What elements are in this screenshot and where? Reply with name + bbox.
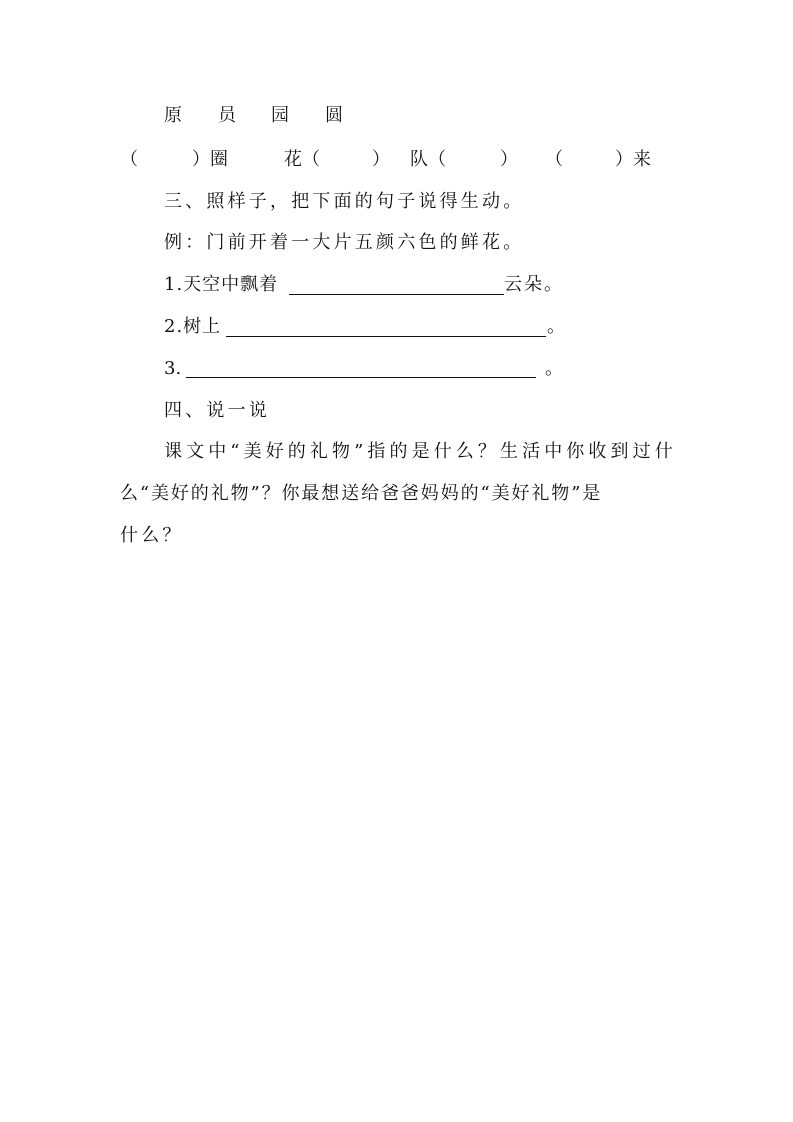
section3-heading: 三、照样子，把下面的句子说得生动。	[164, 191, 525, 212]
question-1-suffix: 云朵。	[504, 274, 564, 295]
blank-item-3: 队（	[410, 149, 446, 170]
answer-line-2[interactable]	[226, 336, 546, 337]
char-yuan-1: 原	[164, 105, 182, 126]
question-1-prefix: 1.天空中飘着	[164, 274, 279, 295]
section4-line-2: 么“美好的礼物”？你最想送给爸爸妈妈的“美好礼物”是	[120, 483, 603, 504]
question-2-suffix: 。	[547, 316, 565, 337]
section4-line-3: 什么？	[120, 525, 184, 546]
section4-line-1: 课文中“美好的礼物”指的是什么？生活中你收到过什	[164, 441, 677, 462]
char-yuan-2: 员	[218, 105, 236, 126]
blank-close-2: ）	[372, 149, 390, 170]
blank-close-3: ）	[500, 149, 518, 170]
section3-example: 例：门前开着一大片五颜六色的鲜花。	[164, 232, 525, 253]
blank-close-1: ）圈	[192, 149, 228, 170]
blank-open-4: （	[545, 149, 563, 170]
question-3-prefix: 3.	[164, 358, 182, 379]
char-yuan-4: 圆	[325, 105, 343, 126]
blank-close-4: ）来	[615, 149, 651, 170]
question-3-suffix: 。	[545, 358, 563, 379]
answer-line-1[interactable]	[289, 294, 504, 295]
blank-item-2: 花（	[284, 149, 320, 170]
blank-open-1: （	[120, 149, 138, 170]
char-row	[0, 104, 793, 128]
blank-row	[0, 148, 793, 172]
question-2-prefix: 2.树上	[164, 316, 222, 337]
section4-heading: 四、说一说	[164, 400, 270, 421]
answer-line-3[interactable]	[186, 377, 536, 378]
char-yuan-3: 园	[271, 105, 289, 126]
